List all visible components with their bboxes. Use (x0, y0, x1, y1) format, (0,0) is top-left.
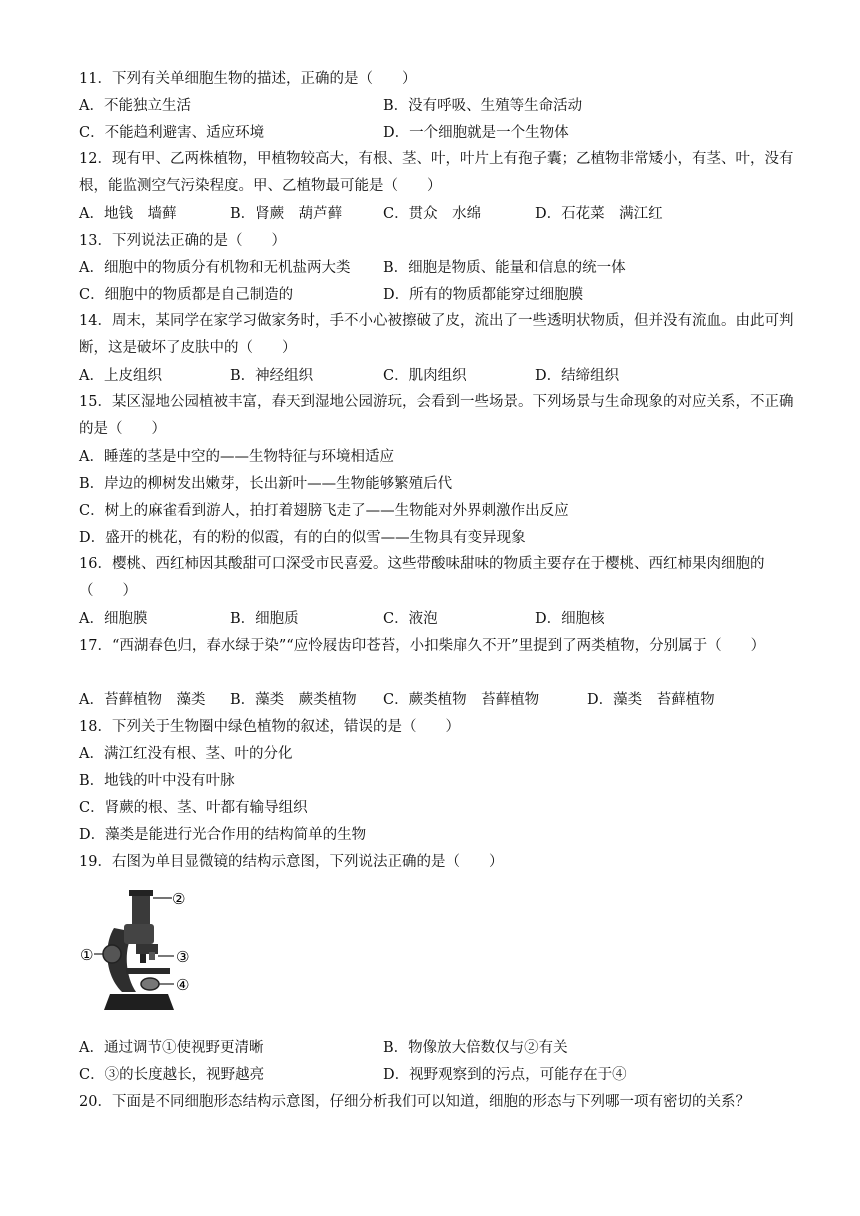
q12-option-d: D．石花菜 满江红 (535, 206, 663, 222)
q12-option-c: C．贯众 水绵 (383, 206, 482, 222)
microscope-base (104, 994, 174, 1010)
q12-option-b: B．肾蕨 葫芦藓 (230, 206, 343, 222)
label-4: ④ (176, 976, 190, 994)
objective-lens (140, 954, 146, 963)
q11-stem: 11．下列有关单细胞生物的描述，正确的是（ ） (79, 71, 417, 87)
q17-option-b: B．藻类 蕨类植物 (230, 692, 357, 708)
microscope-head (124, 924, 154, 944)
label-3: ③ (176, 948, 190, 966)
q15-stem: 15．某区湿地公园植被丰富，春天到湿地公园游玩，会看到一些场景。下列场景与生命现象的对应关系，不正确的是（ ） (79, 394, 794, 437)
q14-option-d: D．结缔组织 (535, 368, 620, 384)
q13-option-a: A．细胞中的物质分有机物和无机盐两大类 (79, 260, 351, 276)
stage (126, 968, 170, 974)
q17-option-c: C．蕨类植物 苔藓植物 (383, 692, 540, 708)
q13-option-d: D．所有的物质都能穿过细胞膜 (383, 287, 584, 303)
eyepiece-tube (132, 892, 150, 928)
q14-option-a: A．上皮组织 (79, 368, 162, 384)
q19-option-a: A．通过调节①使视野更清晰 (79, 1040, 264, 1056)
q11-option-c: C．不能趋利避害、适应环境 (79, 125, 265, 141)
q18-option-d: D．藻类是能进行光合作用的结构简单的生物 (79, 827, 367, 843)
q16-option-c: C．液泡 (383, 611, 438, 627)
microscope-diagram (74, 884, 214, 1022)
mirror (141, 978, 159, 990)
q11-option-a: A．不能独立生活 (79, 98, 191, 114)
q11-option-d: D．一个细胞就是一个生物体 (383, 125, 569, 141)
label-1: ① (80, 946, 94, 964)
q15-option-b: B．岸边的柳树发出嫩芽，长出新叶——生物能够繁殖后代 (79, 476, 453, 492)
q19-option-d: D．视野观察到的污点，可能存在于④ (383, 1067, 627, 1083)
eyepiece-cap (129, 890, 153, 896)
q11-option-b: B．没有呼吸、生殖等生命活动 (383, 98, 583, 114)
q12-stem: 12．现有甲、乙两株植物，甲植物较高大，有根、茎、叶，叶片上有孢子囊；乙植物非常矮小，有茎、叶，没有根，能监测空气污染程度。甲、乙植物最可能是（ ） (79, 151, 794, 194)
adjustment-knob (103, 945, 121, 963)
q16-option-d: D．细胞核 (535, 611, 605, 627)
q14-option-c: C．肌肉组织 (383, 368, 467, 384)
q13-option-b: B．细胞是物质、能量和信息的统一体 (383, 260, 626, 276)
q18-option-a: A．满江红没有根、茎、叶的分化 (79, 746, 293, 762)
q17-stem: 17．“西湖春色归，春水绿于染”“应怜屐齿印苍苔，小扣柴扉久不开”里提到了两类植物，分别属于（ ） (79, 638, 766, 654)
q14-option-b: B．神经组织 (230, 368, 314, 384)
q19-option-c: C．③的长度越长，视野越亮 (79, 1067, 265, 1083)
q20-stem: 20．下面是不同细胞形态结构示意图，仔细分析我们可以知道，细胞的形态与下列哪一项有密切的关系？ (79, 1094, 750, 1110)
q13-option-c: C．细胞中的物质都是自己制造的 (79, 287, 294, 303)
q18-stem: 18．下列关于生物圈中绿色植物的叙述，错误的是（ ） (79, 719, 460, 735)
q13-stem: 13．下列说法正确的是（ ） (79, 233, 286, 249)
q17-option-d: D．藻类 苔藓植物 (587, 692, 715, 708)
objective-lens (149, 952, 155, 960)
q14-stem: 14．周末，某同学在家学习做家务时，手不小心被擦破了皮，流出了一些透明状物质，但并没有流血。由此可判断，这是破坏了皮肤中的（ ） (79, 313, 794, 356)
q16-option-a: A．细胞膜 (79, 611, 148, 627)
q17-option-a: A．苔藓植物 藻类 (79, 692, 206, 708)
q15-option-a: A．睡莲的茎是中空的——生物特征与环境相适应 (79, 449, 394, 465)
q18-option-b: B．地钱的叶中没有叶脉 (79, 773, 235, 789)
q15-option-d: D．盛开的桃花，有的粉的似霞，有的白的似雪——生物具有变异现象 (79, 530, 526, 546)
q16-option-b: B．细胞质 (230, 611, 299, 627)
q19-stem: 19．右图为单目显微镜的结构示意图，下列说法正确的是（ ） (79, 854, 504, 870)
microscope-figure (74, 884, 214, 1022)
q15-option-c: C．树上的麻雀看到游人，拍打着翅膀飞走了——生物能对外界刺激作出反应 (79, 503, 569, 519)
q19-option-b: B．物像放大倍数仅与②有关 (383, 1040, 568, 1056)
q16-stem: 16．樱桃、西红柿因其酸甜可口深受市民喜爱。这些带酸味甜味的物质主要存在于樱桃、西红柿果肉细胞的（ ） (79, 556, 765, 599)
q18-option-c: C．肾蕨的根、茎、叶都有输导组织 (79, 800, 308, 816)
q12-option-a: A．地钱 墙藓 (79, 206, 177, 222)
label-2: ② (172, 890, 186, 908)
